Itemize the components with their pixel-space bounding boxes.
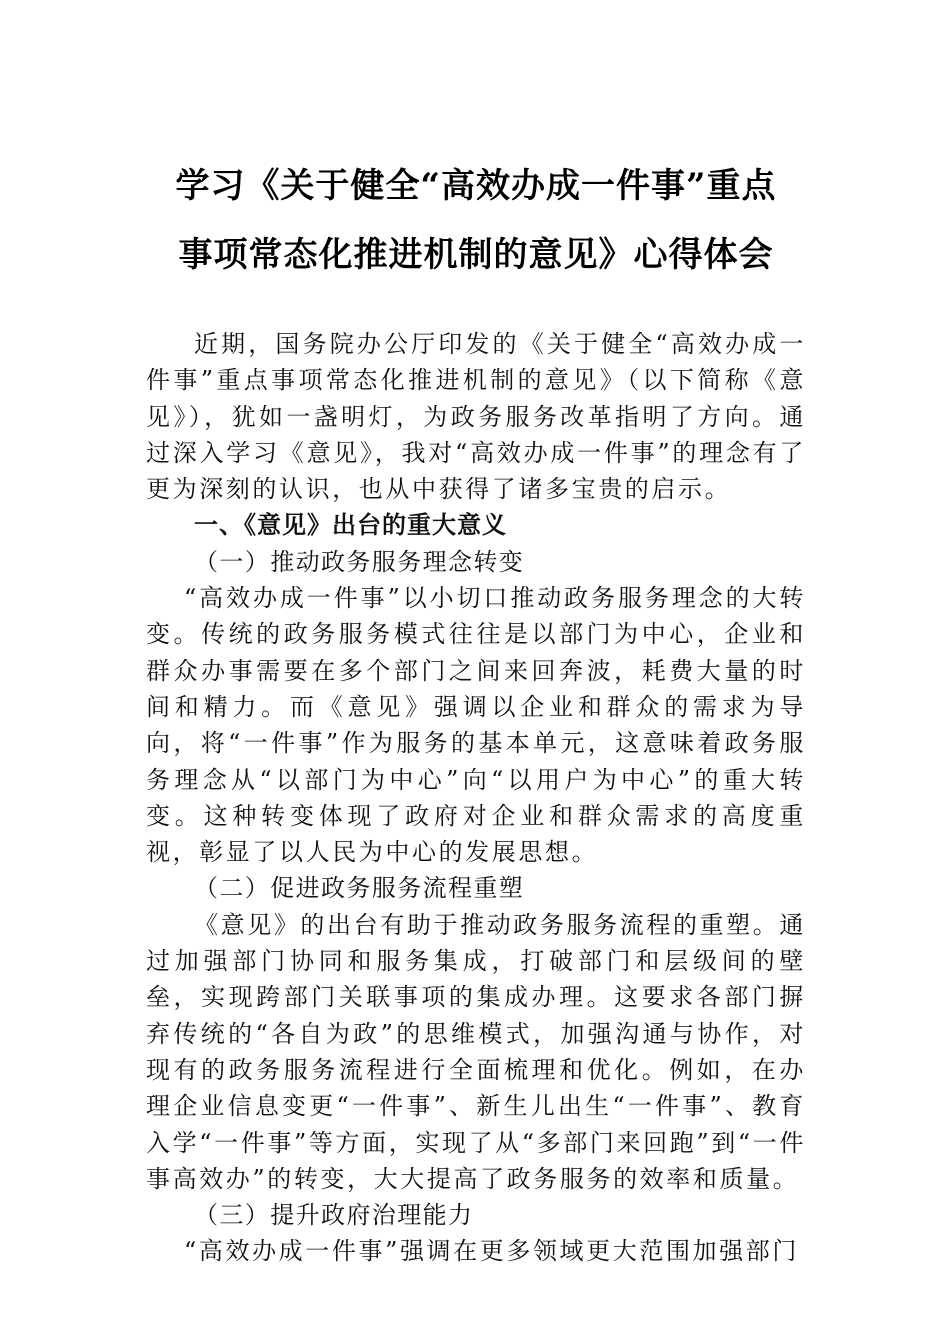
subsection-2-paragraph: 《意见》的出台有助于推动政务服务流程的重塑。通过加强部门协同和服务集成，打破部门和层级间的壁垒，实现跨部门关联事项的集成办理。这要求各部门摒弃传统的“各自为政”的思维模式，加强沟通与协作，对现有的政务服务流程进行全面梳理和优化。例如，在办理企业信息变更“一件事”、新生儿出生“一件事”、教育入学“一件事”等方面，实现了从“多部门来回跑”到“一件事高效办”的转变，大大提高了政务服务的效率和质量。 [146,910,806,1193]
subsection-3-paragraph: “高效办成一件事”强调在更多领域更大范围加强部门 [184,1237,799,1266]
subsection-3-heading: （三）提升政府治理能力 [194,1201,474,1230]
intro-paragraph: 近期，国务院办公厅印发的《关于健全“高效办成一件事”重点事项常态化推进机制的意见》（以下简称《意见》），犹如一盏明灯，为政务服务改革指明了方向。通过深入学习《意见》，我对“高效办成一件事”的理念有了更为深刻的认识，也从中获得了诸多宝贵的启示。 [146,330,806,504]
subsection-1-heading: （一）推动政务服务理念转变 [194,547,525,576]
section-1-heading: 一、《意见》出台的重大意义 [194,510,507,540]
document-title-line-1: 学习《关于健全“高效办成一件事”重点 [175,166,777,206]
subsection-2-heading: （二）促进政务服务流程重塑 [194,874,525,903]
document-body [146,326,806,1270]
document-title-line-2: 事项常态化推进机制的意见》心得体会 [178,235,774,275]
subsection-1-paragraph: “高效办成一件事”以小切口推动政务服务理念的大转变。传统的政务服务模式往往是以部门为中心，企业和群众办事需要在多个部门之间来回奔波，耗费大量的时间和精力。而《意见》强调以企业和群众的需求为导向，将“一件事”作为服务的基本单元，这意味着政务服务理念从“以部门为中心”向“以用户为中心”的重大转变。这种转变体现了政府对企业和群众需求的高度重视，彰显了以人民为中心的发展思想。 [146,584,806,867]
